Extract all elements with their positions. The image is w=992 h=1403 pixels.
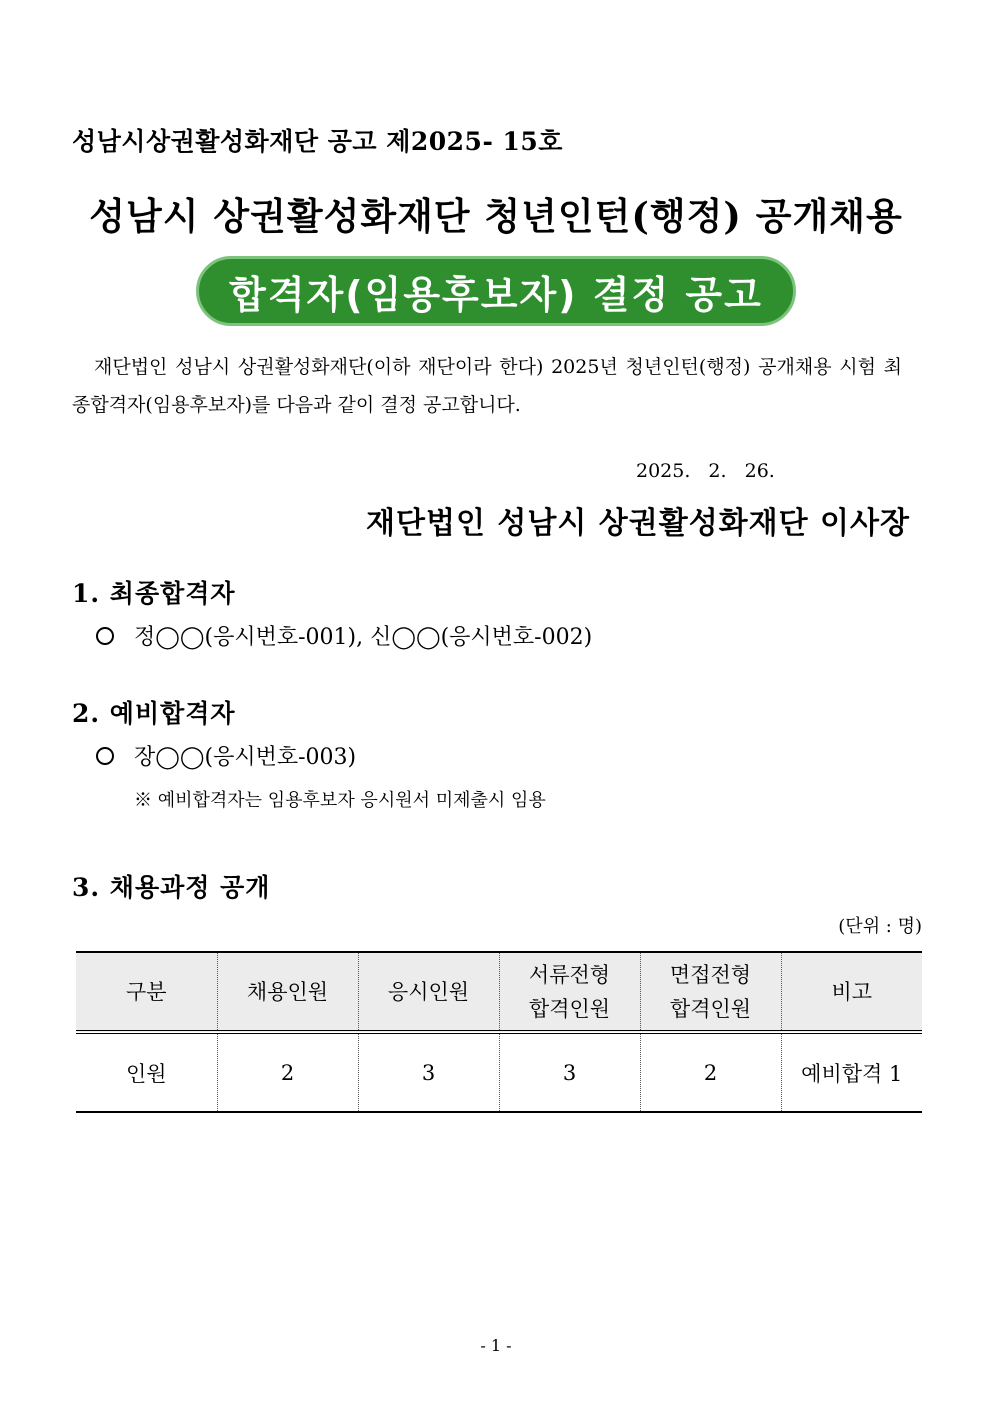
- header-hiring-count: 채용인원: [217, 952, 358, 1032]
- header-interview-pass: 면접전형 합격인원: [640, 952, 781, 1032]
- notice-number: 성남시상권활성화재단 공고 제2025- 15호: [72, 127, 563, 156]
- intro-paragraph: 재단법인 성남시 상권활성화재단(이하 재단이라 한다) 2025년 청년인턴(행정) 공개채용 시험 최종합격자(임용후보자)를 다음과 같이 결정 공고합니다.: [72, 356, 902, 416]
- page-number: - 1 -: [480, 1336, 512, 1355]
- reserve-note: ※ 예비합격자는 임용후보자 응시원서 미제출시 임용: [134, 790, 546, 811]
- section-heading-process: 3. 채용과정 공개: [72, 873, 271, 902]
- reserve-pass-text: 장◯◯(응시번호-003): [134, 745, 357, 770]
- circle-bullet-icon: [96, 747, 114, 765]
- final-pass-item: [96, 620, 592, 651]
- header-category: 구분: [76, 952, 217, 1032]
- table-row: [76, 1032, 922, 1112]
- unit-label: (단위 : 명): [838, 916, 922, 937]
- cell-applicant-count: 3: [358, 1032, 499, 1112]
- header-applicant-count: 응시인원: [358, 952, 499, 1032]
- table-header-row: [76, 952, 922, 1032]
- cell-interview-pass: 2: [640, 1032, 781, 1112]
- result-banner: [196, 256, 796, 326]
- header-remarks: 비고: [781, 952, 922, 1032]
- reserve-pass-item: [96, 740, 356, 771]
- section-heading-reserve: 2. 예비합격자: [72, 699, 236, 728]
- cell-remarks: 예비합격 1: [781, 1032, 922, 1112]
- notice-date: 2025. 2. 26.: [636, 460, 775, 482]
- document-title: 성남시 상권활성화재단 청년인턴(행정) 공개채용: [89, 194, 903, 238]
- banner-text: 합격자(임용후보자) 결정 공고: [229, 272, 763, 317]
- section-heading-final: 1. 최종합격자: [72, 579, 236, 608]
- recruitment-table: [76, 951, 922, 1113]
- header-document-pass: 서류전형 합격인원: [499, 952, 640, 1032]
- circle-bullet-icon: [96, 627, 114, 645]
- cell-document-pass: 3: [499, 1032, 640, 1112]
- issuer-name: 재단법인 성남시 상권활성화재단 이사장: [366, 506, 910, 541]
- cell-hiring-count: 2: [217, 1032, 358, 1112]
- cell-category: 인원: [76, 1032, 217, 1112]
- final-pass-text: 정◯◯(응시번호-001), 신◯◯(응시번호-002): [134, 625, 593, 650]
